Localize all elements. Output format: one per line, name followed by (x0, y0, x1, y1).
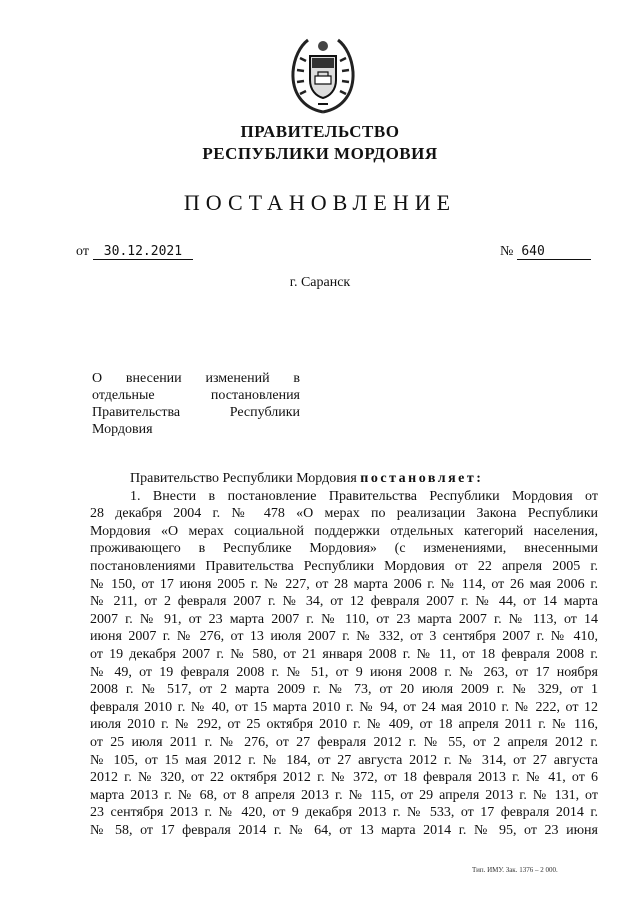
body-line: проживающего в Республике Мордовия» (с изменениями, внесенными (90, 541, 598, 557)
date-value: 30.12.2021 (93, 244, 193, 260)
subject-block (92, 370, 300, 438)
coat-of-arms-icon (288, 34, 358, 114)
date-prefix: от (76, 244, 89, 259)
body-line: № 49, от 19 февраля 2008 г. № 51, от 9 июня 2008 г. № 263, от 17 ноября (90, 664, 598, 680)
city-name: г. Саранск (289, 275, 351, 290)
document-number (500, 244, 591, 260)
government-title-line2: РЕСПУБЛИКИ МОРДОВИЯ (202, 144, 438, 163)
document-date (76, 244, 193, 260)
intro-text: Правительство Республики Мордовия (130, 471, 357, 486)
intro-decree-word: постановляет: (360, 471, 484, 486)
body-line: марта 2013 г. № 68, от 8 апреля 2013 г. № 115, от 29 апреля 2013 г. № 131, от (90, 787, 598, 803)
body-line: № 211, от 2 февраля 2007 г. № 34, от 12 февраля 2007 г. № 44, от 14 марта (90, 594, 598, 610)
subject-line: О внесении изменений в (92, 371, 300, 386)
body-line: 23 сентября 2013 г. № 420, от 9 декабря 2013 г. № 533, от 17 февраля 2014 г. (90, 805, 598, 821)
body-intro (90, 470, 598, 488)
body-line: июля 2010 г. № 292, от 25 октября 2010 г. № 409, от 18 апреля 2011 г. № 116, (90, 717, 598, 733)
body-line: июня 2007 г. № 276, от 13 июля 2007 г. № 332, от 3 сентября 2007 г. № 410, (90, 629, 598, 645)
body-line: Мордовия «О мерах социальной поддержки отдельных категорий населения, (90, 523, 598, 539)
subject-line: отдельные постановления (92, 388, 300, 403)
body-line: № 58, от 17 февраля 2014 г. № 64, от 13 марта 2014 г. № 95, от 23 июня (90, 822, 598, 838)
government-title-line1: ПРАВИТЕЛЬСТВО (240, 122, 400, 141)
body-line: 2007 г. № 91, от 23 марта 2007 г. № 110, от 23 марта 2007 г. № 113, от 14 (90, 611, 598, 627)
subject-line: Правительства Республики (92, 405, 300, 420)
body-line: 2008 г. № 517, от 2 марта 2009 г. № 73, от 20 июля 2009 г. № 329, от 1 (90, 682, 598, 698)
body-line: от 25 июля 2011 г. № 276, от 27 февраля 2012 г. № 55, от 2 апреля 2012 г. (90, 734, 598, 750)
body-line: 2012 г. № 320, от 22 октября 2012 г. № 372, от 18 февраля 2013 г. № 41, от 6 (90, 770, 598, 786)
body-line: 1. Внести в постановление Правительства Республики Мордовия от (130, 488, 598, 504)
body-line: февраля 2010 г. № 40, от 15 марта 2010 г. № 94, от 24 мая 2010 г. № 222, от 12 (90, 699, 598, 715)
body-line: от 19 декабря 2007 г. № 580, от 21 января 2008 г. № 11, от 18 февраля 2008 г. (90, 646, 598, 662)
number-prefix: № (500, 244, 514, 259)
body-line: постановлениями Правительства Республики Мордовия от 22 апреля 2005 г. (90, 558, 598, 574)
body-line: 28 декабря 2004 г. № 478 «О мерах по реализации Закона Республики (90, 506, 598, 522)
body-text (90, 470, 598, 839)
body-line: № 150, от 17 июня 2005 г. № 227, от 28 марта 2006 г. № 114, от 26 мая 2006 г. (90, 576, 598, 592)
subject-line: Мордовия (92, 422, 153, 437)
number-value: 640 (517, 244, 591, 260)
print-note: Тип. ИМУ. Зак. 1376 – 2 000. (472, 866, 558, 874)
body-line: № 105, от 15 мая 2012 г. № 184, от 27 августа 2012 г. № 314, от 27 августа (90, 752, 598, 768)
document-type-heading: ПОСТАНОВЛЕНИЕ (183, 190, 457, 215)
